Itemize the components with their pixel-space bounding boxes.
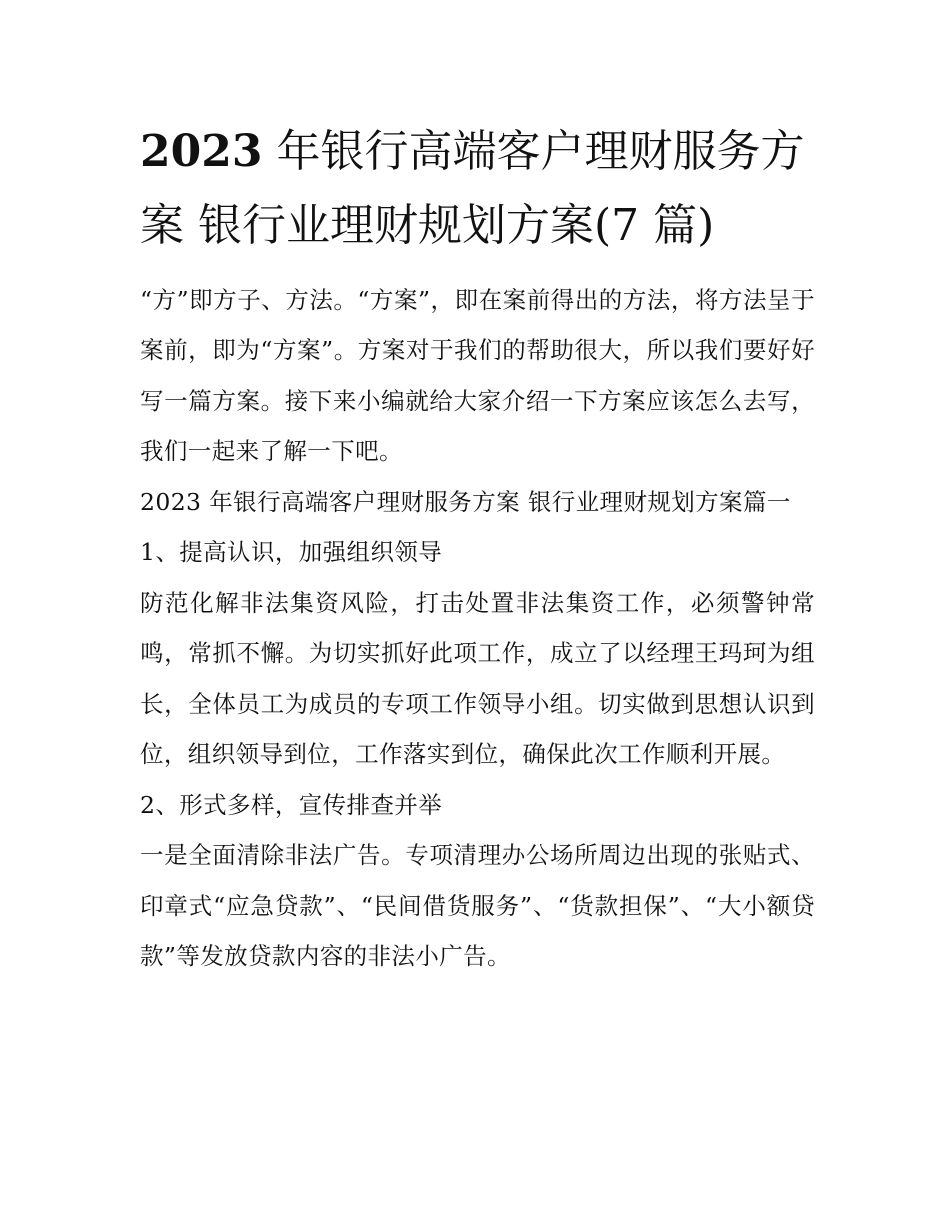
subheading-1: 1、提高认识，加强组织领导 (140, 538, 443, 567)
document-body (140, 275, 815, 982)
section-heading: 2023 年银行高端客户理财服务方案 银行业理财规划方案篇一 (140, 487, 791, 516)
intro-paragraph: “方”即方子、方法。“方案”，即在案前得出的方法，将方法呈于案前，即为“方案”。方案对于我们的帮助很大，所以我们要好好写一篇方案。接下来小编就给大家介绍一下方案应该怎么去写，我们一起来了解一下吧。 (140, 285, 815, 466)
document-title: 2023 年银行高端客户理财服务方案 银行业理财规划方案(7 篇) (140, 126, 805, 251)
document-page (140, 115, 815, 982)
subheading-2: 2、形式多样，宣传排查并举 (140, 790, 443, 819)
body-paragraph-2: 一是全面清除非法广告。专项清理办公场所周边出现的张贴式、印章式“应急贷款”、“民间借货服务”、“货款担保”、“大小额贷款”等发放贷款内容的非法小广告。 (140, 841, 815, 971)
body-paragraph-1: 防范化解非法集资风险，打击处置非法集资工作，必须警钟常鸣，常抓不懈。为切实抓好此项工作，成立了以经理王玛珂为组长，全体员工为成员的专项工作领导小组。切实做到思想认识到位，组织领导到位，工作落实到位，确保此次工作顺利开展。 (140, 588, 815, 769)
